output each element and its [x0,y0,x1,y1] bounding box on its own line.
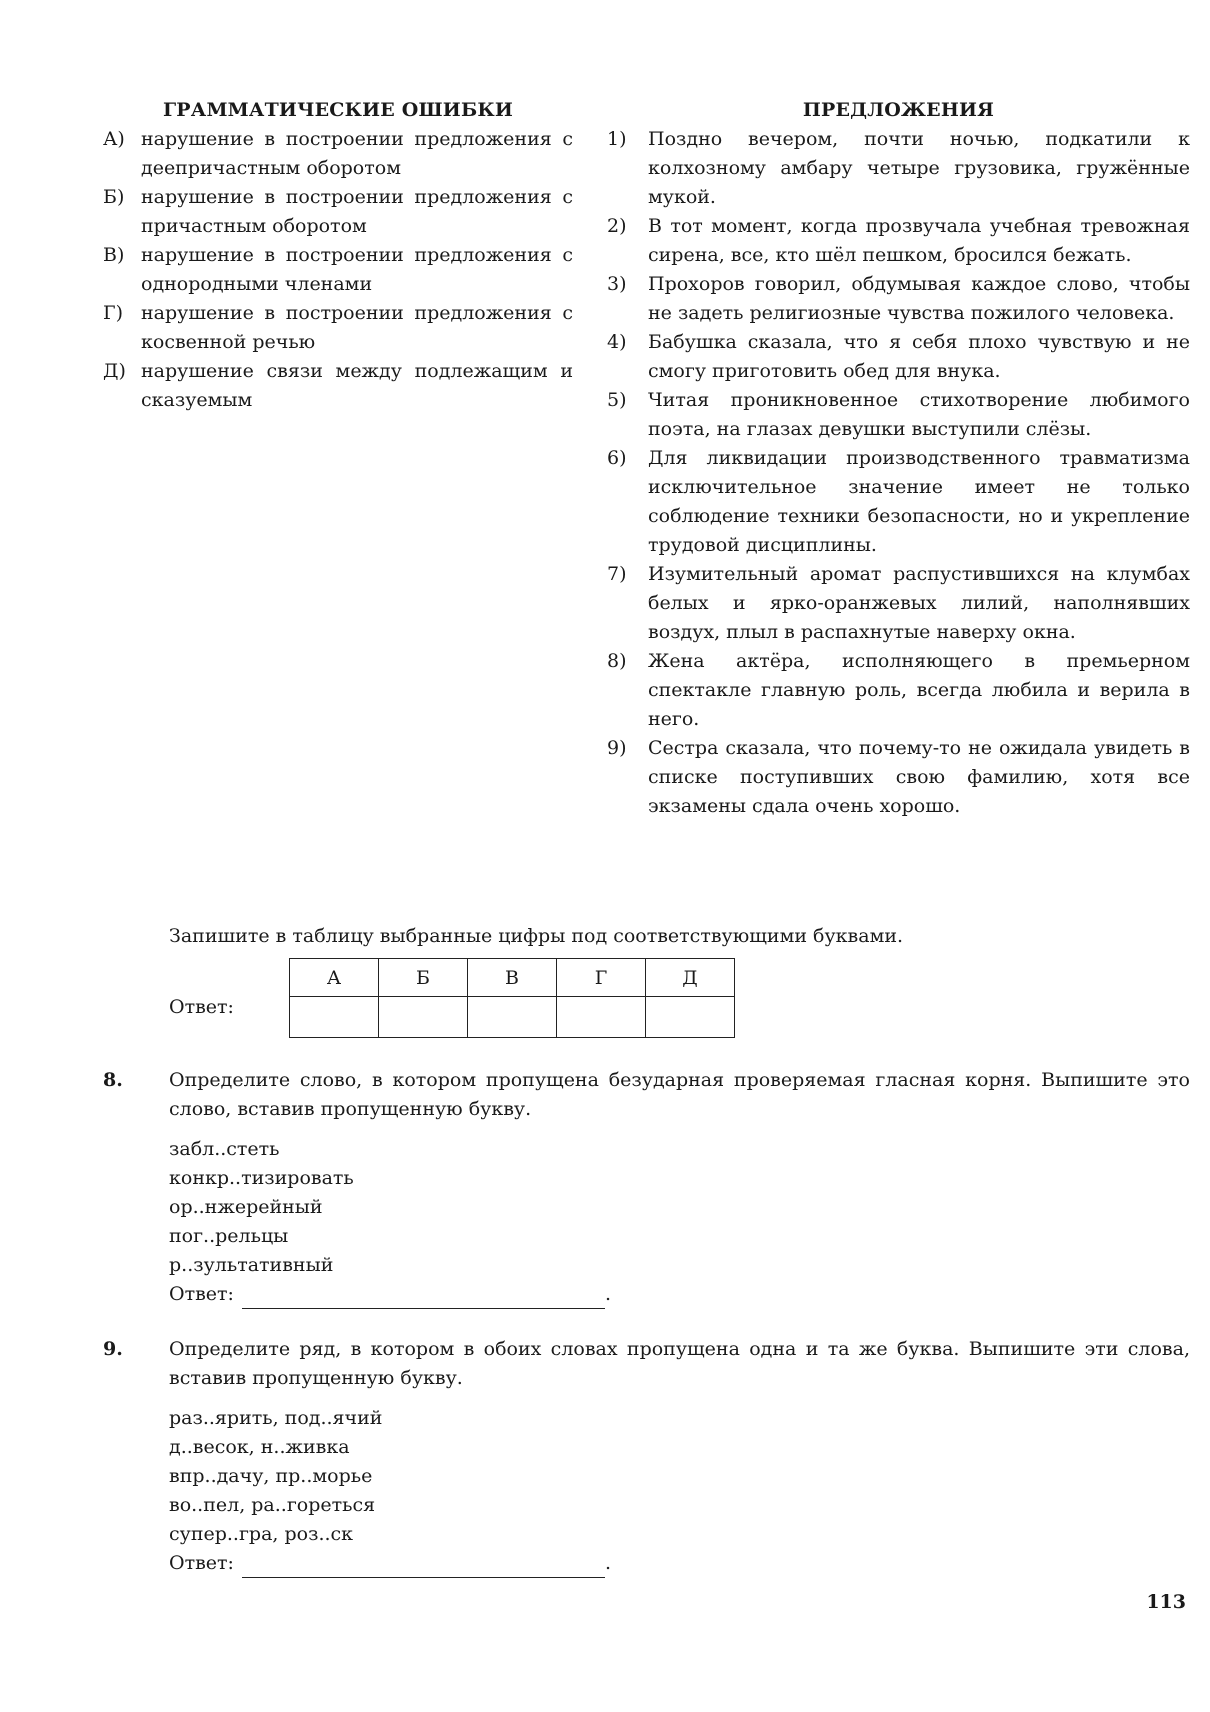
task-options [169,1135,611,1309]
sentence-text: В тот момент, когда прозвучала учебная тревожная сирена, все, кто шёл пешком, бросился бежать. [648,215,1190,266]
answer-table-header-row [290,959,735,997]
task-number: 8. [103,1069,123,1091]
task-question: Определите ряд, в котором в обоих словах пропущена одна и та же буква. Выпишите эти слова, вставив пропущенную букву. [169,1338,1190,1389]
answer-table-header: Д [646,959,735,997]
answer-blank[interactable] [242,1555,605,1578]
sentence-text: Изумительный аромат распустившихся на клумбах белых и ярко-оранжевых лилий, наполнявших воздух, плыл в распахнутые наверху окна. [648,563,1190,643]
sentence-text: Поздно вечером, почти ночью, подкатили к колхозному амбару четыре грузовика, гружённые мукой. [648,128,1190,208]
answer-cell[interactable] [290,997,379,1038]
sentence-marker: 9) [607,737,627,759]
answer-label: Ответ: [169,996,234,1018]
task-option: супер..гра, роз..ск [169,1523,354,1545]
error-text: нарушение связи между подлежащим и сказуемым [141,360,573,411]
error-text: нарушение в построении предложения с косвенной речью [141,302,573,353]
task-option: раз..ярить, под..ячий [169,1407,383,1429]
sentence-item [607,328,1190,386]
answer-label: Ответ: [169,1552,234,1574]
answer-label: Ответ: [169,1283,234,1305]
error-text: нарушение в построении предложения с однородными членами [141,244,573,295]
answer-table-header: Г [557,959,646,997]
task-option: р..зультативный [169,1254,334,1276]
sentence-marker: 6) [607,447,627,469]
answer-table [289,958,735,1038]
page-number: 113 [1146,1591,1186,1613]
sentence-text: Прохоров говорил, обдумывая каждое слово, чтобы не задеть религиозные чувства пожилого человека. [648,273,1190,324]
sentence-item [607,212,1190,270]
error-item [103,357,573,415]
error-text: нарушение в построении предложения с деепричастным оборотом [141,128,573,179]
grammar-errors-heading: ГРАММАТИЧЕСКИЕ ОШИБКИ [162,99,514,121]
task-option: ор..нжерейный [169,1196,323,1218]
answer-row [169,1549,611,1578]
error-marker: А) [103,128,125,150]
answer-table-header: Б [379,959,468,997]
answer-row [169,1280,611,1309]
error-item [103,125,573,183]
sentence-item [607,444,1190,560]
error-marker: Д) [103,360,126,382]
answer-blank[interactable] [242,1286,605,1309]
sentence-item [607,386,1190,444]
error-text: нарушение в построении предложения с причастным оборотом [141,186,573,237]
sentence-text: Жена актёра, исполняющего в премьерном спектакле главную роль, всегда любила и верила в него. [648,650,1190,730]
task-option: во..пел, ра..гореться [169,1494,376,1516]
sentence-text: Читая проникновенное стихотворение любимого поэта, на глазах девушки выступили слёзы. [648,389,1190,440]
task-option: забл..стеть [169,1138,280,1160]
sentences-heading: ПРЕДЛОЖЕНИЯ [802,99,995,121]
answer-table-header: В [468,959,557,997]
answer-cell[interactable] [379,997,468,1038]
error-marker: Б) [103,186,125,208]
sentence-marker: 8) [607,650,627,672]
answer-table-header: А [290,959,379,997]
error-marker: Г) [103,302,123,324]
error-item [103,241,573,299]
table-instruction: Запишите в таблицу выбранные цифры под соответствующими буквами. [169,925,904,947]
sentence-text: Для ликвидации производственного травматизма исключительное значение имеет не только соблюдение техники безопасности, но и укрепление трудовой дисциплины. [648,447,1190,556]
grammar-errors-column [103,97,573,415]
error-item [103,183,573,241]
answer-table-input-row [290,997,735,1038]
task-option: конкр..тизировать [169,1167,354,1189]
sentence-text: Бабушка сказала, что я себя плохо чувствую и не смогу приготовить обед для внука. [648,331,1190,382]
error-marker: В) [103,244,125,266]
sentence-item [607,125,1190,212]
error-item [103,299,573,357]
answer-end-mark: . [604,1552,611,1574]
answer-cell[interactable] [646,997,735,1038]
sentence-item [607,734,1190,821]
task-option: д..весок, н..живка [169,1436,350,1458]
sentence-item [607,560,1190,647]
sentence-marker: 5) [607,389,627,411]
sentence-text: Сестра сказала, что почему-то не ожидала увидеть в списке поступивших свою фамилию, хотя все экзамены сдала очень хорошо. [648,737,1190,817]
task-options [169,1404,611,1578]
answer-cell[interactable] [468,997,557,1038]
sentence-marker: 4) [607,331,627,353]
task-question: Определите слово, в котором пропущена безударная проверяемая гласная корня. Выпишите это слово, вставив пропущенную букву. [169,1069,1190,1120]
task-number: 9. [103,1338,123,1360]
sentence-marker: 1) [607,128,627,150]
sentence-marker: 3) [607,273,627,295]
sentence-item [607,270,1190,328]
sentence-item [607,647,1190,734]
answer-cell[interactable] [557,997,646,1038]
task-option: пог..рельцы [169,1225,289,1247]
sentence-marker: 2) [607,215,627,237]
sentences-column [607,97,1190,821]
sentence-marker: 7) [607,563,627,585]
answer-end-mark: . [604,1283,611,1305]
task-option: впр..дачу, пр..морье [169,1465,373,1487]
